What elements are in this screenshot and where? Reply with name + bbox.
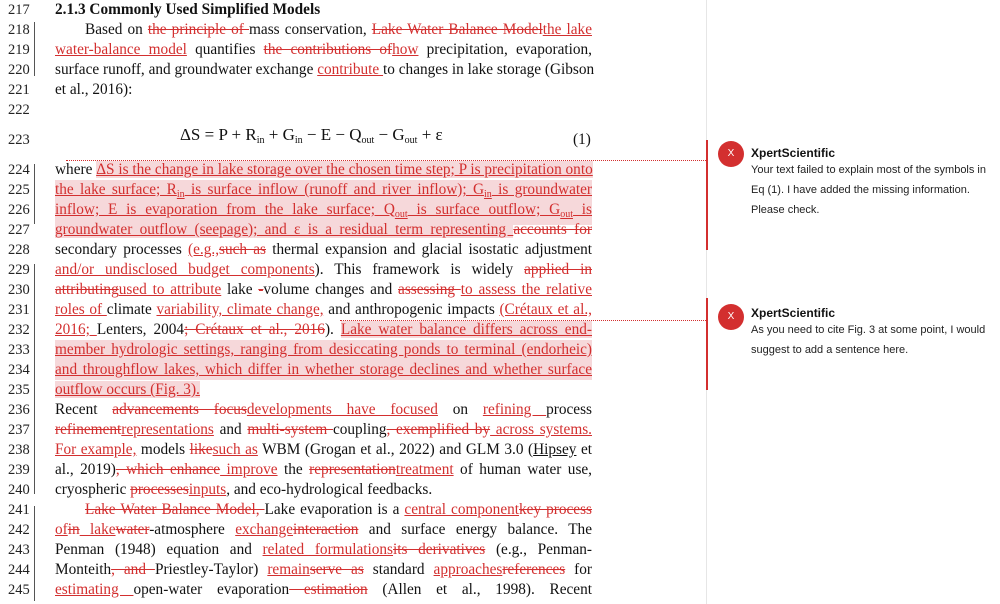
text-line: Lake Water Balance Model, Lake evaporation is a central componentkey process: [85, 501, 592, 518]
text-line: refinementrepresentations and multi-system coupling, exemplified by across systems.: [55, 421, 592, 438]
text-line: ofin lakewater-atmosphere exchangeinteraction and surface energy balance. The: [55, 521, 592, 538]
line-number: 243: [8, 542, 30, 558]
change-bar: [34, 164, 35, 224]
line-number: 231: [8, 302, 30, 318]
line-number: 225: [8, 182, 30, 198]
line-number: 245: [8, 582, 30, 598]
text-line: inflow; E is evaporation from the lake surface; $Q_{out}$ is surface outflow; $G_{out}$ is: [55, 200, 592, 225]
text-line: cryospheric processesinputs, and eco-hydrological feedbacks.: [55, 481, 433, 498]
text-line: surface runoff, and groundwater exchange contribute to changes in lake storage (Gibson: [55, 61, 595, 78]
text-line: water-balance model quantifies the contributions ofhow precipitation, evaporation,: [55, 41, 592, 58]
line-number: 227: [8, 222, 30, 238]
comment-marker: [706, 298, 708, 390]
line-number: 221: [8, 82, 30, 98]
comment-connector: [340, 320, 706, 321]
line-number: 236: [8, 402, 30, 418]
text-line: Monteith, and Priestley-Taylor) remainserve as standard approachesreferences for: [55, 561, 592, 578]
comment-text[interactable]: As you need to cite Fig. 3 at some point, I would suggest to add a sentence here.: [751, 324, 986, 356]
line-number: 219: [8, 42, 30, 58]
text-line: member hydrologic settings, ranging from desiccating ponds to terminal (endorheic): [55, 341, 592, 358]
comment-avatar[interactable]: X: [718, 304, 744, 330]
comment-author: XpertScientific: [751, 306, 836, 320]
text-line: where ΔS is the change in lake storage over the chosen time step; P is precipitation onto: [55, 161, 593, 178]
text-line: Penman (1948) equation and related formulationsits derivatives (e.g., Penman-: [55, 541, 593, 558]
line-number: 239: [8, 462, 30, 478]
line-number: 224: [8, 162, 30, 178]
comment-author: XpertScientific: [751, 146, 836, 160]
line-number: 240: [8, 482, 30, 498]
text-line: For example, models likesuch as WBM (Grogan et al., 2022) and GLM 3.0 (Hipsey et: [55, 441, 593, 458]
text-line: Based on the principle of mass conservation, Lake Water Balance Modelthe lake: [85, 21, 592, 38]
line-number: 234: [8, 362, 30, 378]
text-line: secondary processes (e.g.,such as thermal expansion and glacial isostatic adjustment: [55, 241, 593, 258]
text-line: attributingused to attribute lake -volume changes and assessing to assess the relative: [55, 281, 592, 298]
line-number: 228: [8, 242, 30, 258]
comment-connector: [66, 160, 706, 161]
line-number: 237: [8, 422, 30, 438]
text-line: groundwater outflow (seepage); and ε is a residual term representing accounts for: [55, 221, 592, 238]
line-number: 233: [8, 342, 30, 358]
equation: $\Delta S = P + R_{in} + G_{in} - E - Q_{out} - G_{out} + \varepsilon$: [180, 125, 443, 146]
text-line: estimating open-water evaporation estimation (Allen et al., 1998). Recent: [55, 581, 592, 598]
text-line: et al., 2016):: [55, 81, 133, 98]
text-line: and throughflow lakes, which differ in whether storage declines and whether surface: [55, 361, 592, 378]
line-number: 242: [8, 522, 30, 538]
text-line: al., 2019), which enhance improve the representationtreatment of human water use,: [55, 461, 593, 478]
text-line: roles of climate variability, climate change, and anthropogenic impacts (Crétaux et al.,: [55, 301, 592, 318]
text-line: 2016; Lenters, 2004; Crétaux et al., 2016). Lake water balance differs across end-: [55, 321, 592, 338]
comments-panel: [706, 0, 1000, 604]
text-line: and/or undisclosed budget components). This framework is widely applied in: [55, 261, 592, 278]
line-number: 220: [8, 62, 30, 78]
text-line: outflow occurs (Fig. 3).: [55, 381, 200, 398]
line-number: 222: [8, 102, 30, 118]
change-bar: [34, 506, 35, 601]
change-bar: [34, 22, 35, 76]
line-number: 217: [8, 2, 30, 18]
comment-marker: [706, 140, 708, 250]
line-number: 241: [8, 502, 30, 518]
comment-text[interactable]: Your text failed to explain most of the symbols in Eq (1). I have added the missing information. Please check.: [751, 164, 986, 216]
line-number: 230: [8, 282, 30, 298]
line-number: 218: [8, 22, 30, 38]
line-number: 226: [8, 202, 30, 218]
line-number: 232: [8, 322, 30, 338]
line-number: 238: [8, 442, 30, 458]
text-line: the lake surface; $R_{in}$ is surface inflow (runoff and river inflow); $G_{in}$ is groundwater: [55, 180, 592, 205]
equation-number: (1): [573, 131, 591, 148]
comment-avatar[interactable]: X: [718, 141, 744, 167]
section-heading: 2.1.3 Commonly Used Simplified Models: [55, 1, 321, 18]
line-number: 244: [8, 562, 30, 578]
change-bar: [34, 264, 35, 494]
line-number: 235: [8, 382, 30, 398]
line-number: 229: [8, 262, 30, 278]
line-number: 223: [8, 132, 30, 148]
text-line: Recent advancements focusdevelopments have focused on refining process: [55, 401, 593, 418]
